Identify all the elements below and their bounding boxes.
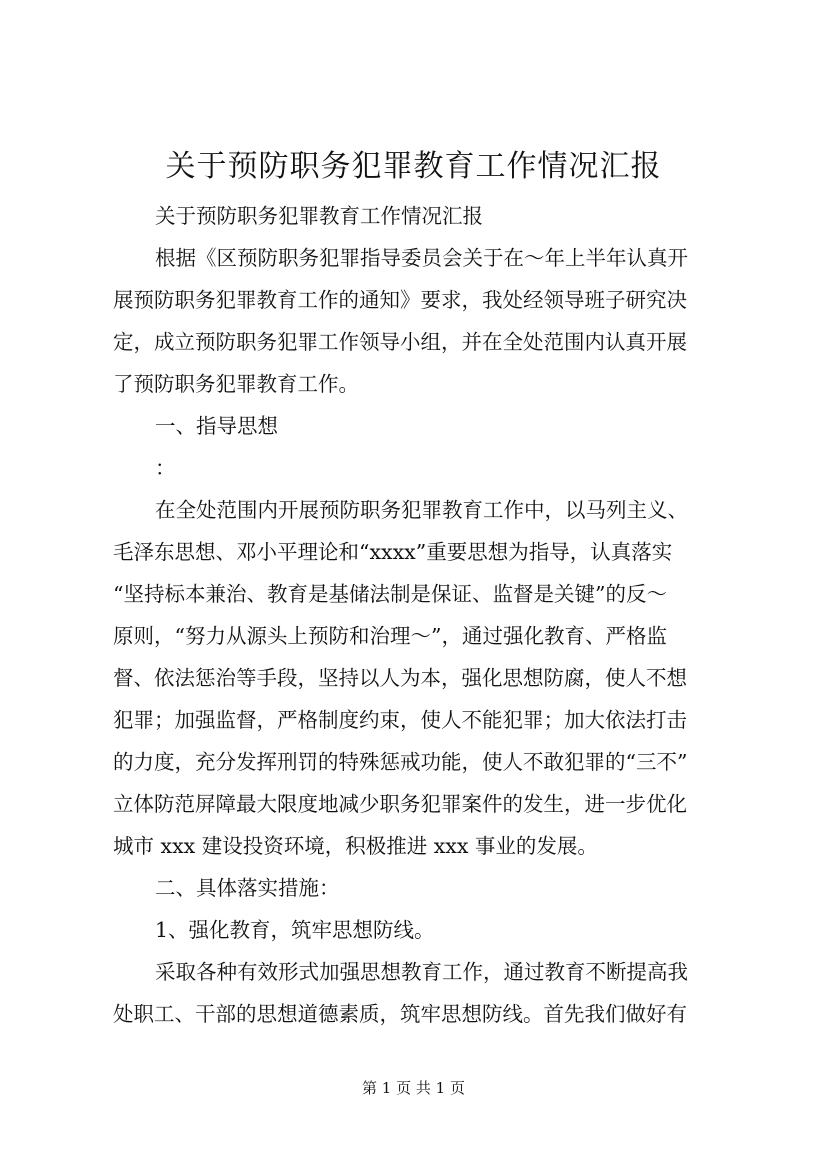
paragraph-intro xyxy=(113,237,725,405)
text-line: 城市 xxx 建设投资环境，积极推进 xxx 事业的发展。 xyxy=(113,834,598,858)
text-line: 根据《区预防职务犯罪指导委员会关于在～年上半年认真开 xyxy=(155,246,688,270)
text-line: 定，成立预防职务犯罪工作领导小组，并在全处范围内认真开展 xyxy=(113,330,687,354)
text-line: 原则，“努力从源头上预防和治理～”，通过强化教育、严格监 xyxy=(113,624,667,648)
page-footer: 第 1 页 共 1 页 xyxy=(362,1079,465,1097)
text-line: 督、依法惩治等手段，坚持以人为本，强化思想防腐，使人不想 xyxy=(113,666,687,690)
text-line: 犯罪；加强监督，严格制度约束，使人不能犯罪；加大依法打击 xyxy=(113,708,687,732)
text-line: “坚持标本兼治、教育是基储法制是保证、监督是关键”的反～ xyxy=(113,582,667,606)
document-title: 关于预防职务犯罪教育工作情况汇报 xyxy=(165,149,662,184)
subtitle: 关于预防职务犯罪教育工作情况汇报 xyxy=(155,204,483,228)
text-line: 了预防职务犯罪教育工作。 xyxy=(113,372,359,396)
text-line: 毛泽东思想、邓小平理论和“xxxx”重要思想为指导，认真落实 xyxy=(113,540,673,564)
paragraph-guiding-ideology xyxy=(113,489,725,867)
document-body xyxy=(113,195,725,1035)
paragraph-education xyxy=(113,951,725,1035)
section-heading-measures: 二、具体落实措施： xyxy=(155,876,340,900)
colon-mark: ： xyxy=(155,456,176,480)
text-line: 处职工、干部的思想道德素质，筑牢思想防线。首先我们做好有 xyxy=(113,1002,687,1026)
section-heading-guiding-ideology: 一、指导思想 xyxy=(155,414,278,438)
item-heading-education: 1、强化教育，筑牢思想防线。 xyxy=(155,918,435,942)
text-line: 立体防范屏障最大限度地减少职务犯罪案件的发生，进一步优化 xyxy=(113,792,687,816)
text-line: 展预防职务犯罪教育工作的通知》要求，我处经领导班子研究决 xyxy=(113,288,687,312)
text-line: 采取各种有效形式加强思想教育工作，通过教育不断提高我 xyxy=(155,960,688,984)
text-line: 在全处范围内开展预防职务犯罪教育工作中，以马列主义、 xyxy=(155,498,688,522)
text-line: 的力度，充分发挥刑罚的特殊惩戒功能，使人不敢犯罪的“三不” xyxy=(113,750,688,774)
